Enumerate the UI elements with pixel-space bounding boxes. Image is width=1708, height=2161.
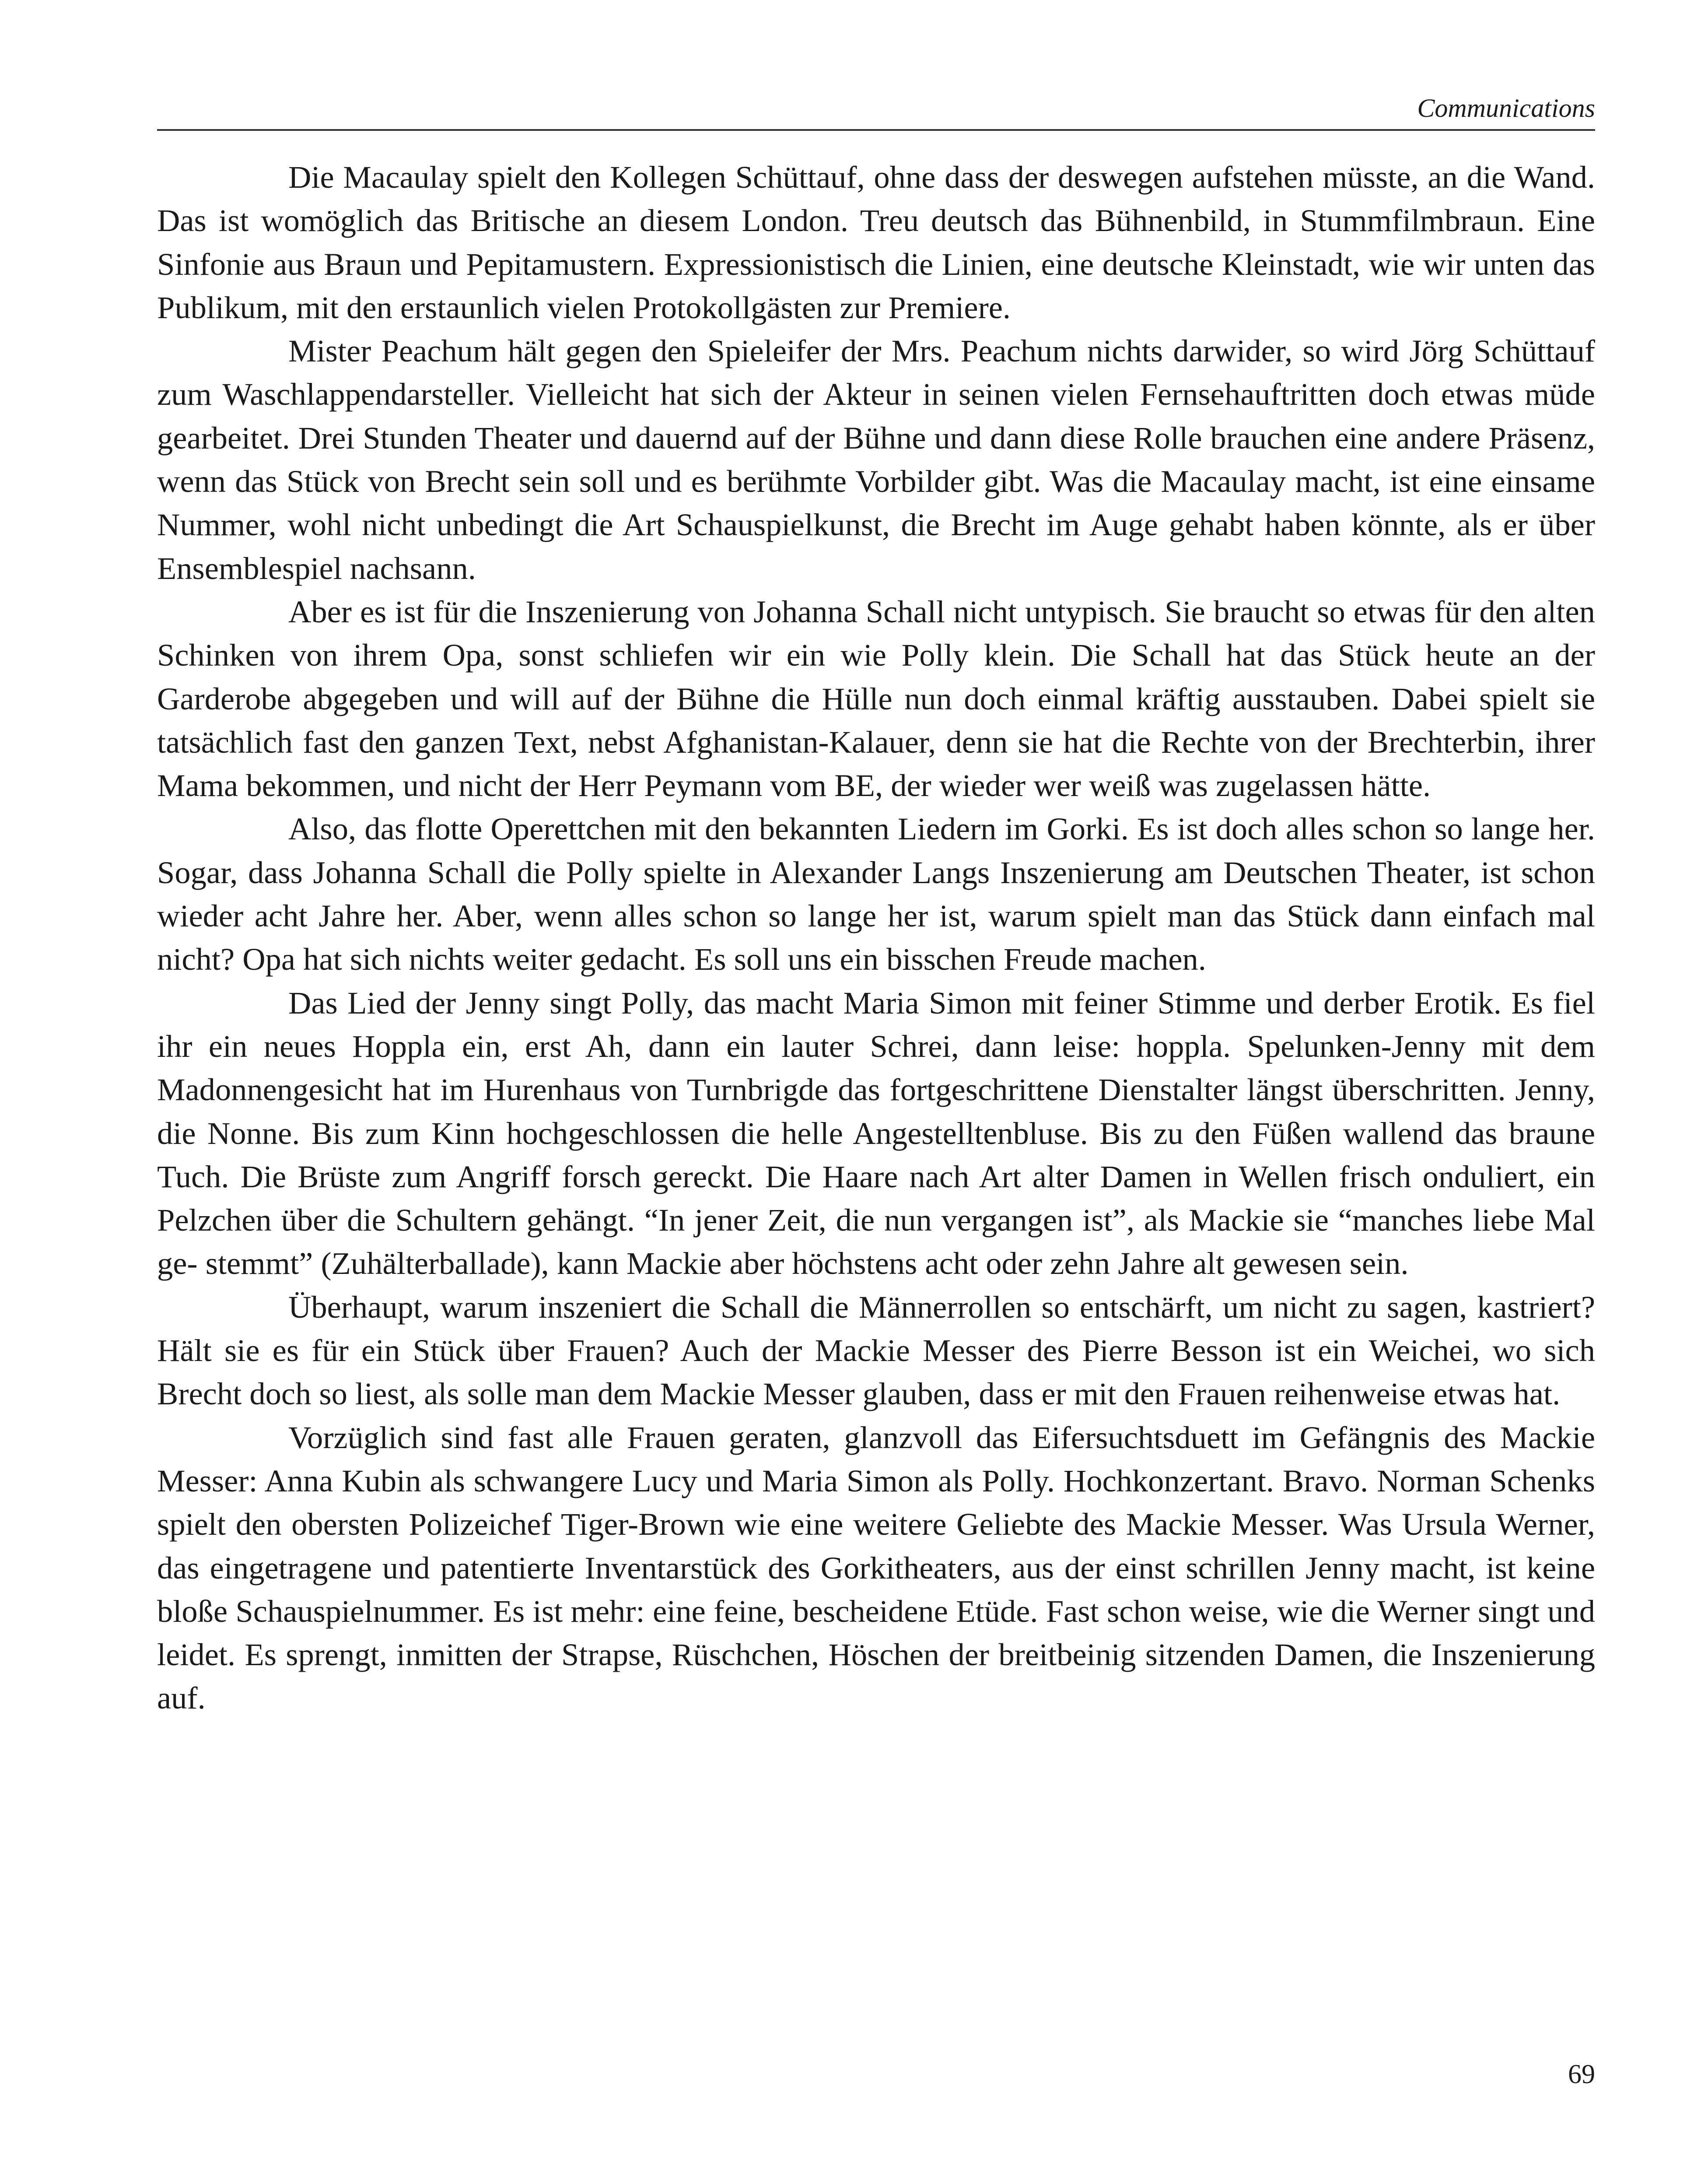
running-header: Communications <box>157 88 1595 131</box>
paragraph: Die Macaulay spielt den Kollegen Schüttauf, ohne dass der deswegen aufstehen müsste, an die Wand. Das ist womöglich das Britische an diesem London. Treu deutsch das Bühnenbild, in Stummfilmbraun. Eine Sinfonie aus Braun und Pepitamustern. Expressionistisch die Linien, eine deutsche Kleinstadt, wie wir unten das Publikum, mit den erstaunlich vielen Protokollgästen zur Premiere. <box>157 159 1595 325</box>
page-number: 69 <box>1568 2059 1595 2089</box>
paragraph: Vorzüglich sind fast alle Frauen geraten, glanzvoll das Eifersuchtsduett im Gefängnis des Mackie Messer: Anna Kubin als schwangere Lucy und Maria Simon als Polly. Hochkonzertant. Bravo. Norman Schenks spielt den obersten Polizeichef Tiger-Brown wie eine weitere Geliebte des Mackie Messer. Was Ursula Werner, das eingetragene und patentierte Inventarstück des Gorkitheaters, aus der einst schrillen Jenny macht, ist keine bloße Schauspielnummer. Es ist mehr: eine feine, bescheidene Etüde. Fast schon weise, wie die Werner singt und leidet. Es sprengt, inmitten der Strapse, Rüschchen, Höschen der breitbeinig sitzenden Damen, die Inszenierung auf. <box>157 1419 1595 1716</box>
paragraph: Aber es ist für die Inszenierung von Johanna Schall nicht untypisch. Sie braucht so etwas für den alten Schinken von ihrem Opa, sonst schliefen wir ein wie Polly klein. Die Schall hat das Stück heute an der Garderobe abgegeben und will auf der Bühne die Hülle nun doch einmal kräftig ausstauben. Dabei spielt sie tatsächlich fast den ganzen Text, nebst Afghanistan-Kalauer, denn sie hat die Rechte von der Brechterbin, ihrer Mama bekommen, und nicht der Herr Peymann vom BE, der wieder wer weiß was zugelassen hätte. <box>157 593 1595 803</box>
paragraph: Also, das flotte Operettchen mit den bekannten Liedern im Gorki. Es ist doch alles schon so lange her. Sogar, dass Johanna Schall die Polly spielte in Alexander Langs Inszenierung am Deutschen Theater, ist schon wieder acht Jahre her. Aber, wenn alles schon so lange her ist, warum spielt man das Stück dann einfach mal nicht? Opa hat sich nichts weiter gedacht. Es soll uns ein bisschen Freude machen. <box>157 811 1595 977</box>
paragraph: Das Lied der Jenny singt Polly, das macht Maria Simon mit feiner Stimme und derber Erotik. Es fiel ihr ein neues Hoppla ein, erst Ah, dann ein lauter Schrei, dann leise: hoppla. Spelunken-Jenny mit dem Madonnengesicht hat im Hurenhaus von Turnbrigde das fortgeschrittene Dienstalter längst überschritten. Jenny, die Nonne. Bis zum Kinn hochgeschlossen die helle Angestelltenbluse. Bis zu den Füßen wallend das braune Tuch. Die Brüste zum Angriff forsch gereckt. Die Haare nach Art alter Damen in Wellen frisch onduliert, ein Pelzchen über die Schultern gehängt. “In jener Zeit, die nun vergangen ist”, als Mackie sie “manches liebe Mal ge- stemmt” (Zuhälterballade), kann Mackie aber höchstens acht oder zehn Jahre alt gewesen sein. <box>157 985 1595 1281</box>
paragraph: Mister Peachum hält gegen den Spieleifer der Mrs. Peachum nichts darwider, so wird Jörg Schüttauf zum Waschlappendarsteller. Vielleicht hat sich der Akteur in seinen vielen Fernsehauftritten doch etwas müde gearbeitet. Drei Stunden Theater und dauernd auf der Bühne und dann diese Rolle brauchen eine andere Präsenz, wenn das Stück von Brecht sein soll und es berühmte Vorbilder gibt. Was die Macaulay macht, ist eine einsame Nummer, wohl nicht unbedingt die Art Schauspielkunst, die Brecht im Auge gehabt haben könnte, als er über Ensemblespiel nachsann. <box>157 333 1595 586</box>
article-body <box>157 155 1595 1720</box>
paragraph: Überhaupt, warum inszeniert die Schall die Männerrollen so entschärft, um nicht zu sagen, kastriert? Hält sie es für ein Stück über Frauen? Auch der Mackie Messer des Pierre Besson ist ein Weichei, wo sich Brecht doch so liest, als solle man dem Mackie Messer glauben, dass er mit den Frauen reihenweise etwas hat. <box>157 1289 1595 1412</box>
